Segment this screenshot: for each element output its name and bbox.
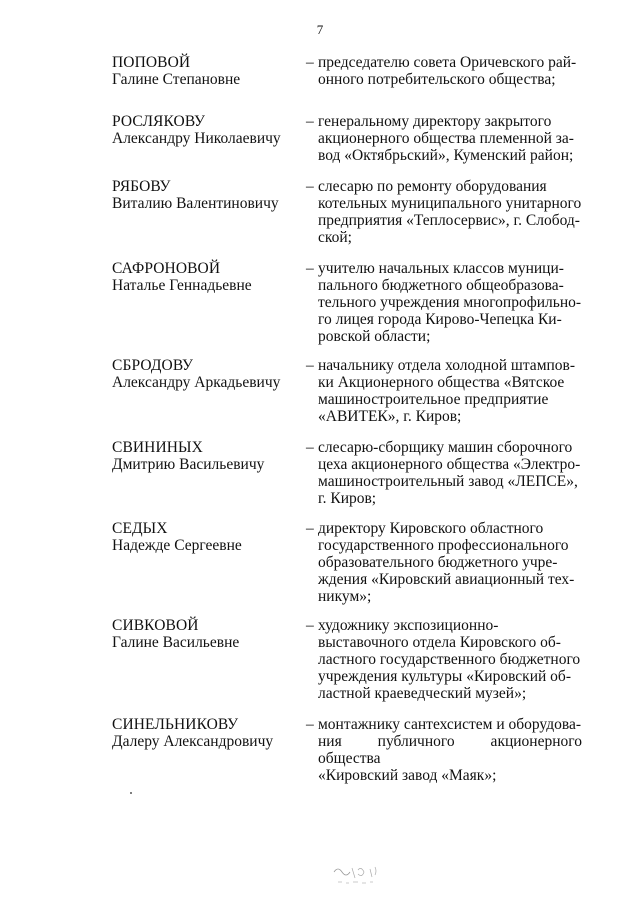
recipient-given-names: Галине Васильевне — [112, 634, 240, 651]
position-text: учителю начальных классов муници- пального бюджетного общеобразова- тельного учреждения многопрофильно- го лицея города Кирово-Чепецка Ки- ровской области; — [318, 260, 582, 345]
recipient-surname: СИНЕЛЬНИКОВУ — [112, 716, 239, 733]
position-text: генеральному директору закрытого акционерного общества племенной за- вод «Октябрьский», Куменский район; — [318, 113, 574, 164]
recipient-position — [306, 520, 582, 605]
scan-speck — [130, 792, 132, 794]
entry-dash: – — [306, 439, 314, 456]
recipient-surname: СЕДЫХ — [112, 520, 168, 537]
position-text: художнику экспозиционно- выставочного отдела Кировского об- ластного государственного бюджетного учреждения культуры «Кировский об- ластной краеведческий музей»; — [318, 617, 581, 702]
recipient-name — [112, 178, 297, 212]
position-text: монтажнику сантехсистем и оборудова- ния публичного акционерного общества «Кировский завод «Маяк»; — [318, 716, 582, 784]
recipient-surname: РОСЛЯКОВУ — [112, 113, 206, 130]
recipient-given-names: Галине Степановне — [112, 71, 241, 88]
recipient-given-names: Виталию Валентиновичу — [112, 195, 279, 212]
recipient-position — [306, 716, 582, 784]
entry-dash: – — [306, 357, 314, 374]
entry-dash: – — [306, 716, 314, 733]
entry-dash: – — [306, 113, 314, 130]
position-text: слесарю по ремонту оборудования котельных муниципального унитарного предприятия «Теплосервис», г. Слобод- ской; — [318, 178, 582, 246]
recipient-position — [306, 357, 582, 425]
recipient-position — [306, 439, 582, 507]
recipient-position — [306, 54, 582, 88]
recipient-position — [306, 260, 582, 345]
position-text: директору Кировского областного государственного профессионального образовательного бюджетного учре- ждения «Кировский авиационный тех- никум»; — [318, 520, 575, 605]
recipient-surname: СВИНИНЫХ — [112, 439, 203, 456]
faint-stamp-mark — [328, 858, 394, 890]
position-text: председателю совета Оричевского рай- онного потребительского общества; — [318, 54, 577, 88]
page-number: 7 — [316, 22, 324, 37]
recipient-name — [112, 260, 297, 294]
position-text: слесарю-сборщику машин сборочного цеха акционерного общества «Электро- машиностроительный завод «ЛЕПСЕ», г. Киров; — [318, 439, 581, 507]
recipient-given-names: Наталье Геннадьевне — [112, 277, 252, 294]
recipient-name — [112, 113, 297, 147]
recipient-surname: СБРОДОВУ — [112, 357, 194, 374]
entry-dash: – — [306, 260, 314, 277]
recipient-name — [112, 716, 297, 750]
recipient-position — [306, 617, 582, 702]
recipient-name — [112, 520, 297, 554]
recipient-given-names: Далеру Александровичу — [112, 733, 274, 750]
recipient-given-names: Александру Аркадьевичу — [112, 374, 281, 391]
recipient-position — [306, 113, 582, 164]
recipient-given-names: Александру Николаевичу — [112, 130, 281, 147]
recipient-given-names: Дмитрию Васильевичу — [112, 456, 265, 473]
recipient-name — [112, 54, 297, 88]
recipient-name — [112, 439, 297, 473]
recipient-surname: ПОПОВОЙ — [112, 54, 191, 71]
recipient-name — [112, 357, 297, 391]
recipient-surname: СИВКОВОЙ — [112, 617, 199, 634]
position-text: начальнику отдела холодной штампов- ки Акционерного общества «Вятское машиностроительное предприятие «АВИТЕК», г. Киров; — [318, 357, 576, 425]
recipient-surname: РЯБОВУ — [112, 178, 171, 195]
entry-dash: – — [306, 617, 314, 634]
recipient-position — [306, 178, 582, 246]
recipient-name — [112, 617, 297, 651]
recipient-surname: САФРОНОВОЙ — [112, 260, 221, 277]
recipient-given-names: Надежде Сергеевне — [112, 537, 242, 554]
entry-dash: – — [306, 520, 314, 537]
entry-dash: – — [306, 54, 314, 71]
entry-dash: – — [306, 178, 314, 195]
